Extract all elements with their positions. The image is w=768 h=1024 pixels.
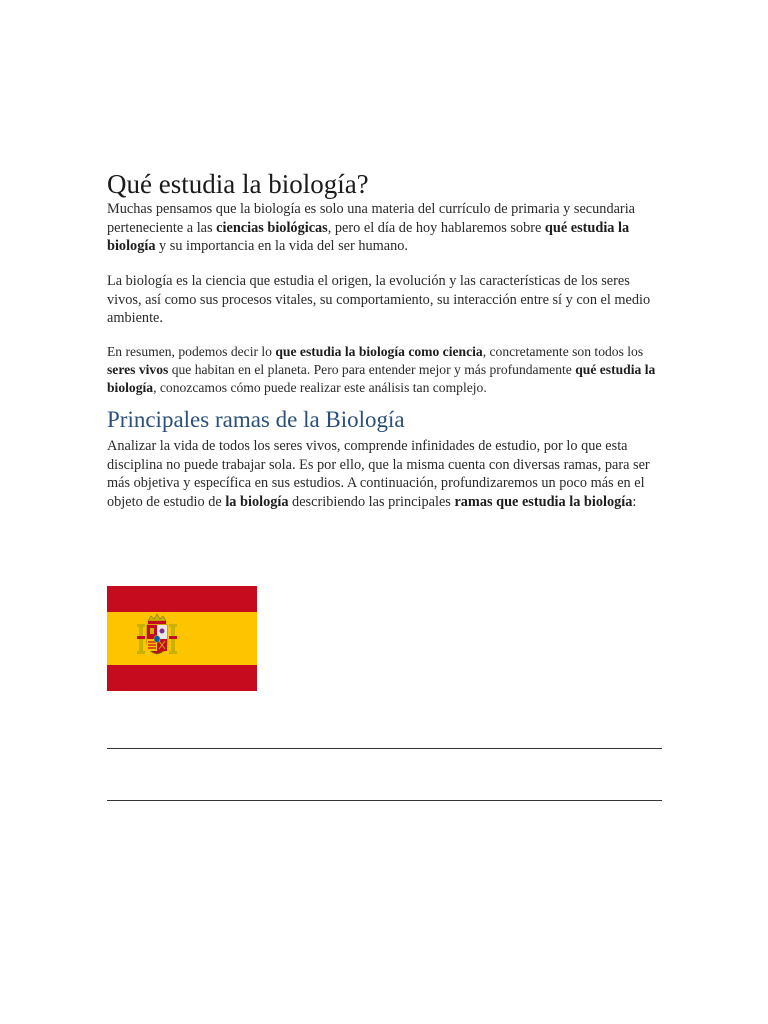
text-run: , pero el día de hoy hablaremos sobre <box>327 219 545 236</box>
text-run: , conozcamos cómo puede realizar este análisis tan complejo. <box>153 379 487 395</box>
text-run: describiendo las principales <box>288 493 455 510</box>
text-run: En resumen, podemos decir lo <box>107 344 276 359</box>
text-run: Muchas pensamos que la biología es solo una materia del currículo de primaria y secundaria perteneciente a las <box>107 201 636 236</box>
summary-paragraph <box>107 343 662 396</box>
bold-run: seres vivos <box>107 361 169 377</box>
branches-paragraph <box>107 437 662 511</box>
bold-run: ciencias biológicas <box>216 219 328 236</box>
bold-run: que estudia la biología como ciencia <box>275 344 483 359</box>
intro-paragraph <box>107 200 662 256</box>
text-run: Analizar la vida de todos los seres vivos, comprende infinidades de estudio, por lo que esta disciplina no puede trabajar sola. Es por ello, que la misma cuenta con diversas ramas, para ser más objetiva y específica en sus estudios. A continuación, profundizaremos un poco más en el objeto de estudio de <box>107 438 650 510</box>
text-run: y su importancia en la vida del ser humano. <box>155 238 408 254</box>
bold-run: qué estudia la biología <box>107 219 630 254</box>
text-run: que habitan en el planeta. Pero para entender mejor y más profundamente <box>168 361 576 377</box>
section-heading: Principales ramas de la Biología <box>107 407 405 432</box>
spain-flag-icon <box>107 586 257 691</box>
bold-run: ramas que estudia la biología <box>454 493 633 510</box>
definition-paragraph: La biología es la ciencia que estudia el origen, la evolución y las características de los seres vivos, así como sus procesos vitales, su comportamiento, su interacción entre sí y con el medio ambiente. <box>107 273 651 326</box>
horizontal-rule <box>107 800 662 801</box>
document-title: Qué estudia la biología? <box>107 169 369 199</box>
bold-run: la biología <box>225 493 289 510</box>
horizontal-rule <box>107 748 662 749</box>
text-run: , concretamente son todos los <box>482 344 644 359</box>
text-run: : <box>632 493 637 510</box>
bold-run: qué estudia la biología <box>107 361 656 395</box>
